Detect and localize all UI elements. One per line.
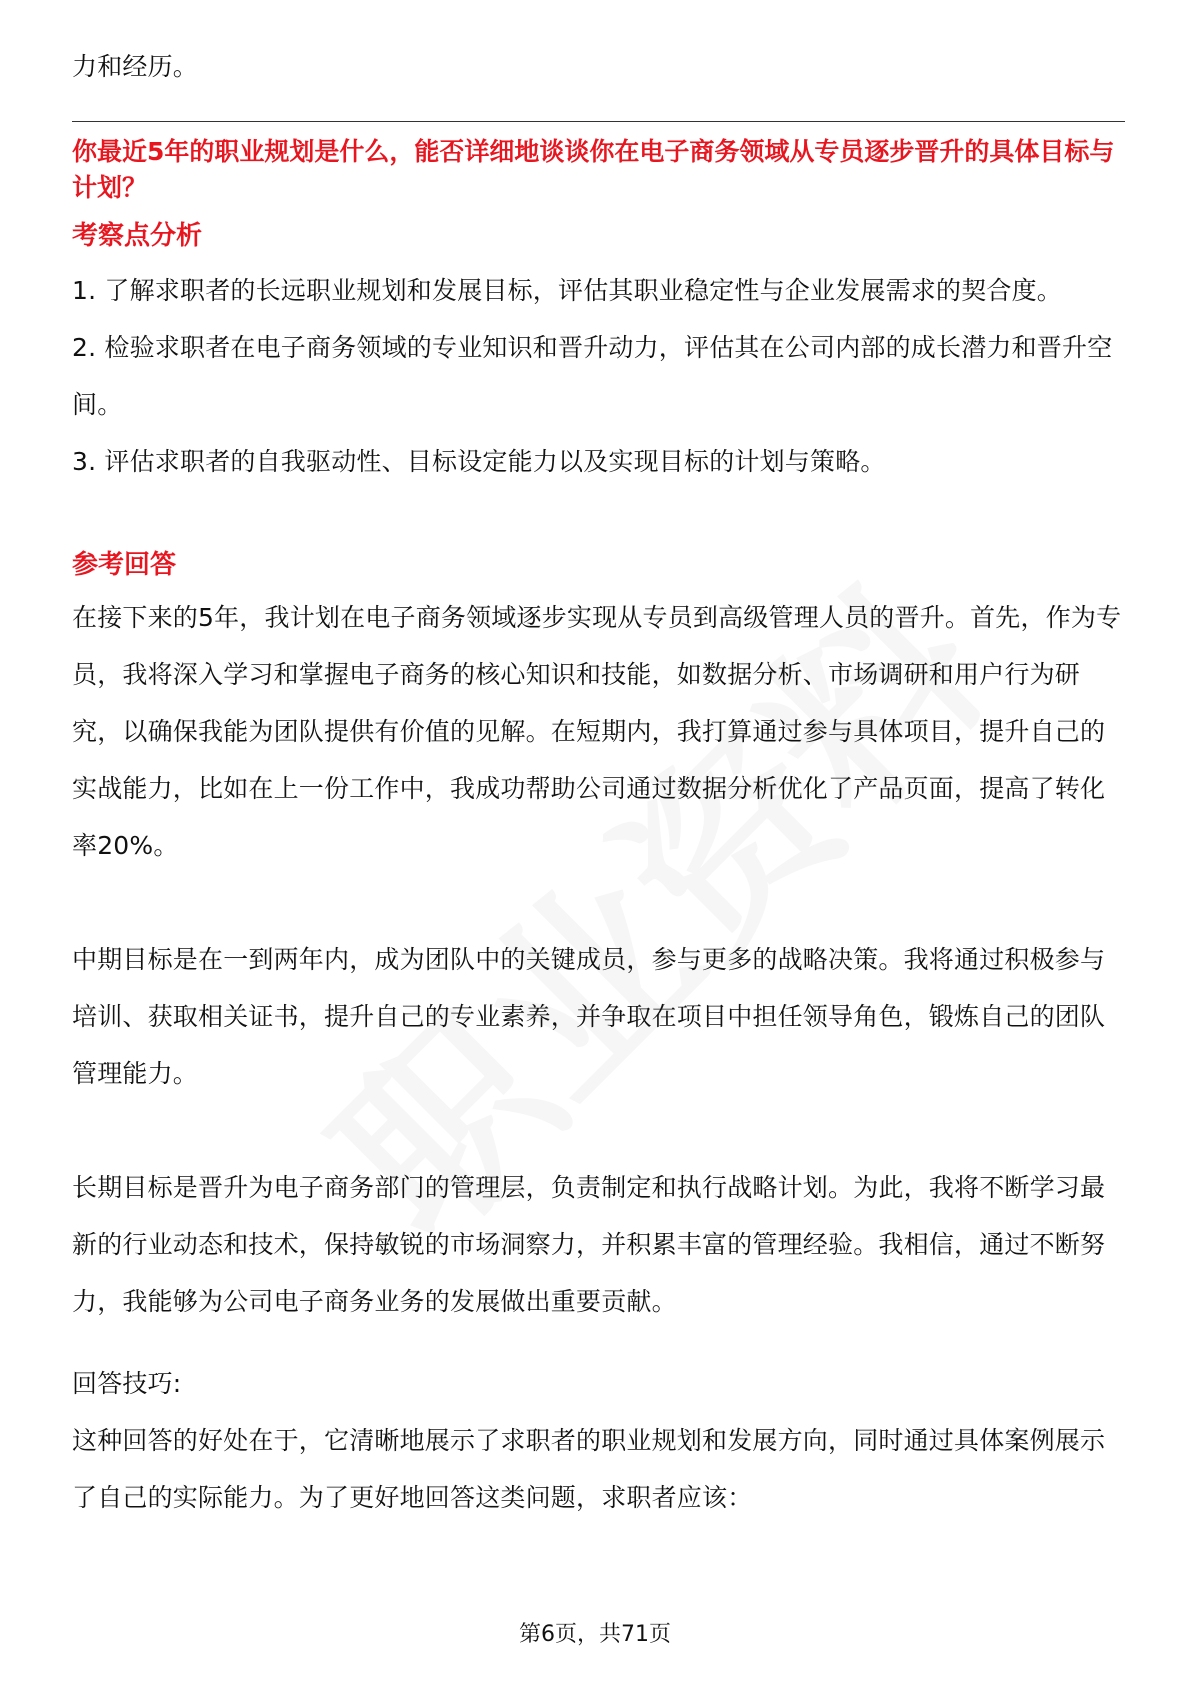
question-title: 你最近5年的职业规划是什么，能否详细地谈谈你在电子商务领域从专员逐步晋升的具体目标与计划？ <box>72 137 1115 202</box>
tips-section <box>72 1355 1122 1526</box>
answer-paragraph: 中期目标是在一到两年内，成为团队中的关键成员，参与更多的战略决策。我将通过积极参与培训、获取相关证书，提升自己的专业素养，并争取在项目中担任领导角色，锻炼自己的团队管理能力。 <box>72 945 1106 1088</box>
question-block <box>72 134 1132 206</box>
top-fragment <box>72 38 1122 95</box>
page-number: 第6页，共71页 <box>519 1622 671 1647</box>
answer-body <box>72 589 1122 1330</box>
answer-paragraph: 在接下来的5年，我计划在电子商务领域逐步实现从专员到高级管理人员的晋升。首先，作为专员，我将深入学习和掌握电子商务的核心知识和技能，如数据分析、市场调研和用户行为研究，以确保我能为团队提供有价值的见解。在短期内，我打算通过参与具体项目，提升自己的实战能力，比如在上一份工作中，我成功帮助公司通过数据分析优化了产品页面，提高了转化率20%。 <box>72 603 1122 860</box>
answer-section <box>72 547 1122 1330</box>
tips-text: 这种回答的好处在于，它清晰地展示了求职者的职业规划和发展方向，同时通过具体案例展示了自己的实际能力。为了更好地回答这类问题，求职者应该： <box>72 1426 1106 1512</box>
answer-heading: 参考回答 <box>72 550 177 580</box>
top-fragment-text: 力和经历。 <box>72 52 199 81</box>
answer-paragraph: 长期目标是晋升为电子商务部门的管理层，负责制定和执行战略计划。为此，我将不断学习最新的行业动态和技术，保持敏锐的市场洞察力，并积累丰富的管理经验。我相信，通过不断努力，我能够为公司电子商务业务的发展做出重要贡献。 <box>72 1173 1106 1316</box>
analysis-section <box>72 218 1122 490</box>
analysis-item: 1. 了解求职者的长远职业规划和发展目标，评估其职业稳定性与企业发展需求的契合度。 <box>72 276 1063 305</box>
section-divider <box>72 121 1125 122</box>
analysis-heading: 考察点分析 <box>72 221 203 251</box>
analysis-list <box>72 262 1122 490</box>
analysis-item: 2. 检验求职者在电子商务领域的专业知识和晋升动力，评估其在公司内部的成长潜力和晋升空间。 <box>72 333 1113 419</box>
tips-heading: 回答技巧: <box>72 1369 182 1398</box>
analysis-item: 3. 评估求职者的自我驱动性、目标设定能力以及实现目标的计划与策略。 <box>72 447 886 476</box>
